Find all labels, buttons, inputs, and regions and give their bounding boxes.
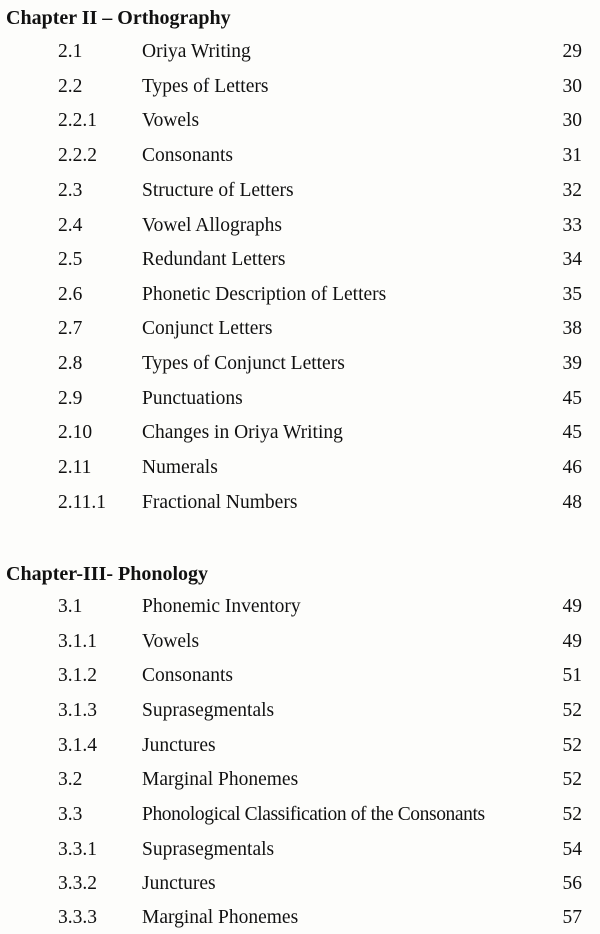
chapter-heading: Chapter II – Orthography [6, 7, 231, 29]
section-number: 2.9 [58, 388, 83, 409]
page-number: 30 [562, 76, 582, 97]
toc-entry [0, 72, 600, 102]
section-title: Junctures [142, 873, 216, 894]
page-number: 56 [562, 873, 582, 894]
section-number: 3.1 [58, 596, 83, 617]
page-number: 45 [562, 388, 582, 409]
page-number: 51 [562, 665, 582, 686]
toc-entry [0, 245, 600, 275]
section-number: 2.7 [58, 318, 83, 339]
toc-entry [0, 37, 600, 67]
toc-entry [0, 869, 600, 899]
section-number: 2.2.2 [58, 145, 97, 166]
section-number: 3.3.3 [58, 907, 97, 928]
section-number: 3.1.4 [58, 735, 97, 756]
section-title: Phonetic Description of Letters [142, 284, 387, 305]
section-number: 3.1.2 [58, 665, 97, 686]
section-number: 2.5 [58, 249, 83, 270]
toc-entry [0, 314, 600, 344]
page-number: 49 [562, 596, 582, 617]
toc-entry [0, 453, 600, 483]
section-title: Punctuations [142, 388, 243, 409]
section-number: 3.1.3 [58, 700, 97, 721]
page-number: 57 [562, 907, 582, 928]
page-number: 49 [562, 631, 582, 652]
section-title: Vowel Allographs [142, 215, 282, 236]
section-number: 2.11.1 [58, 492, 107, 513]
toc-entry [0, 176, 600, 206]
section-title: Consonants [142, 145, 234, 166]
section-number: 2.4 [58, 215, 83, 236]
section-title: Numerals [142, 457, 218, 478]
section-number: 3.3.1 [58, 839, 97, 860]
page-number: 45 [562, 422, 582, 443]
section-number: 2.3 [58, 180, 83, 201]
page-number: 38 [562, 318, 582, 339]
section-title: Consonants [142, 665, 234, 686]
section-number: 3.3.2 [58, 873, 97, 894]
page-number: 30 [562, 110, 582, 131]
section-number: 2.6 [58, 284, 83, 305]
section-number: 2.10 [58, 422, 93, 443]
page-number: 52 [562, 735, 582, 756]
page-number: 34 [562, 249, 582, 270]
toc-entry [0, 211, 600, 241]
section-title: Suprasegmentals [142, 839, 275, 860]
section-title: Junctures [142, 735, 216, 756]
section-title: Redundant Letters [142, 249, 286, 270]
toc-entry [0, 592, 600, 622]
toc-entry [0, 384, 600, 414]
section-title: Structure of Letters [142, 180, 294, 201]
section-title: Types of Conjunct Letters [142, 353, 345, 374]
chapter-heading: Chapter-III- Phonology [6, 563, 209, 585]
toc-entry [0, 835, 600, 865]
page-number: 52 [562, 804, 582, 825]
page-number: 48 [562, 492, 582, 513]
page-number: 29 [562, 41, 582, 62]
section-title: Fractional Numbers [142, 492, 298, 513]
toc-entry [0, 696, 600, 726]
page-number: 46 [562, 457, 582, 478]
page-number: 32 [562, 180, 582, 201]
section-title: Phonemic Inventory [142, 596, 301, 617]
section-title: Vowels [142, 110, 200, 131]
section-number: 2.2.1 [58, 110, 97, 131]
page-number: 31 [562, 145, 582, 166]
section-title: Marginal Phonemes [142, 907, 299, 928]
toc-entry [0, 731, 600, 761]
section-number: 2.2 [58, 76, 83, 97]
page-number: 52 [562, 769, 582, 790]
section-title: Marginal Phonemes [142, 769, 299, 790]
section-title: Vowels [142, 631, 200, 652]
toc-entry [0, 800, 600, 830]
toc-entry [0, 106, 600, 136]
section-title: Changes in Oriya Writing [142, 422, 343, 443]
section-title: Phonological Classification of the Consonants [142, 804, 485, 825]
toc-entry [0, 141, 600, 171]
toc-entry [0, 280, 600, 310]
page-number: 54 [562, 839, 582, 860]
toc-entry [0, 903, 600, 933]
section-number: 3.1.1 [58, 631, 97, 652]
toc-entry [0, 418, 600, 448]
section-title: Types of Letters [142, 76, 269, 97]
page-number: 39 [562, 353, 582, 374]
section-number: 2.11 [58, 457, 92, 478]
page-number: 33 [562, 215, 582, 236]
section-number: 2.1 [58, 41, 83, 62]
section-title: Oriya Writing [142, 41, 251, 62]
section-number: 3.3 [58, 804, 83, 825]
toc-entry [0, 765, 600, 795]
toc-entry [0, 349, 600, 379]
page-number: 52 [562, 700, 582, 721]
toc-entry [0, 661, 600, 691]
toc-entry [0, 488, 600, 518]
section-number: 3.2 [58, 769, 83, 790]
section-title: Conjunct Letters [142, 318, 273, 339]
page-number: 35 [562, 284, 582, 305]
section-title: Suprasegmentals [142, 700, 275, 721]
section-number: 2.8 [58, 353, 83, 374]
toc-entry [0, 627, 600, 657]
